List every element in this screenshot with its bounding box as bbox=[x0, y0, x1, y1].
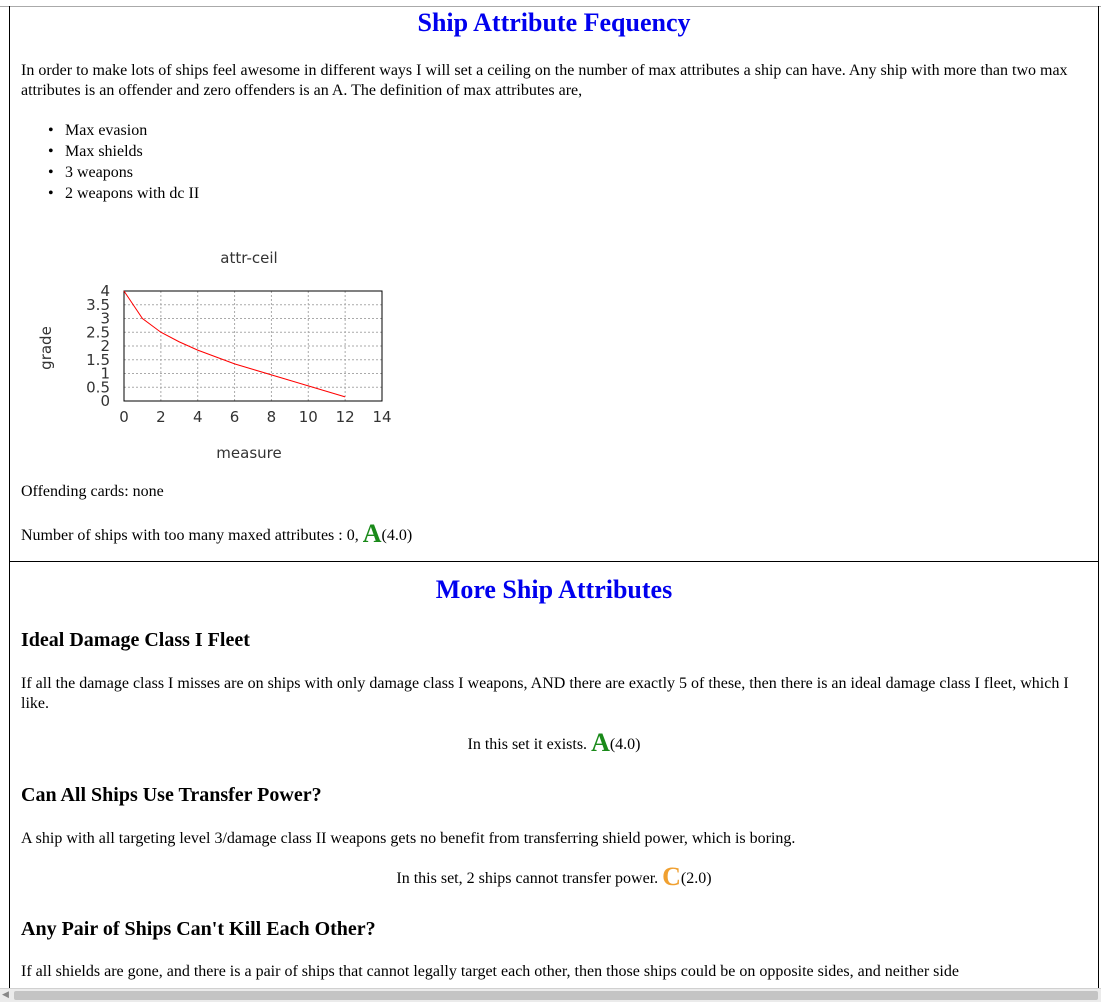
transfer-power-paragraph: A ship with all targeting level 3/damage class II weapons gets no benefit from transferring shield power, which is boring. bbox=[21, 830, 796, 847]
scrollbar-thumb[interactable] bbox=[14, 991, 1098, 1000]
y-tick-label: 0 bbox=[100, 392, 110, 410]
heading-transfer-power: Can All Ships Use Transfer Power? bbox=[21, 784, 322, 806]
list-item: • Max shields bbox=[42, 141, 199, 162]
max-attributes-list bbox=[42, 120, 199, 204]
grade-badge: A bbox=[591, 728, 610, 757]
x-tick-label: 2 bbox=[156, 408, 166, 426]
grade-badge: A bbox=[362, 519, 382, 548]
section-title: Ship Attribute Fequency bbox=[417, 8, 691, 37]
list-item: • Max evasion bbox=[42, 120, 199, 141]
list-item: • 2 weapons with dc II bbox=[42, 183, 199, 204]
heading-pair-of-ships: Any Pair of Ships Can't Kill Each Other? bbox=[21, 918, 376, 940]
attr-ceil-chart bbox=[26, 238, 396, 464]
ship-attribute-frequency-section bbox=[9, 6, 1099, 562]
x-tick-label: 10 bbox=[298, 408, 318, 426]
grade-score: (4.0) bbox=[381, 527, 413, 544]
grade-badge: C bbox=[662, 862, 681, 891]
result-text: In this set, 2 ships cannot transfer power. bbox=[396, 870, 659, 887]
pair-of-ships-paragraph: If all shields are gone, and there is a pair of ships that cannot legally target each other, then those ships could be on opposite sides, and neither side bbox=[21, 963, 959, 980]
y-tick-label: 4 bbox=[100, 282, 110, 300]
grade-score: (2.0) bbox=[680, 870, 712, 887]
y-tick-label: 1 bbox=[100, 364, 110, 383]
x-tick-label: 4 bbox=[192, 408, 203, 426]
transfer-power-result bbox=[21, 862, 1087, 891]
y-tick-label: 2.5 bbox=[86, 323, 110, 342]
grade-score: (4.0) bbox=[609, 736, 641, 753]
heading-ideal-fleet: Ideal Damage Class I Fleet bbox=[21, 629, 250, 651]
y-tick-label: 2 bbox=[100, 337, 110, 355]
x-axis-label: measure bbox=[216, 444, 282, 462]
result-line bbox=[21, 519, 1087, 548]
x-tick-label: 0 bbox=[119, 408, 129, 426]
x-tick-label: 8 bbox=[266, 408, 277, 426]
result-text: In this set it exists. bbox=[467, 736, 588, 753]
chart-title: attr-ceil bbox=[220, 249, 278, 267]
scroll-left-icon[interactable]: ◀ bbox=[2, 990, 9, 1000]
y-tick-label: 1.5 bbox=[86, 350, 110, 369]
offending-cards-text: Offending cards: none bbox=[21, 483, 164, 500]
y-tick-label: 3.5 bbox=[86, 295, 110, 314]
more-ship-attributes-section bbox=[9, 562, 1099, 988]
ideal-fleet-result bbox=[21, 728, 1087, 757]
x-tick-label: 12 bbox=[335, 408, 355, 426]
intro-paragraph: In order to make lots of ships feel awesome in different ways I will set a ceiling on the number of max attributes a ship can have. Any ship with more than two max attributes is an offender and zero offenders is an A. The definition of max attributes are, bbox=[21, 62, 1068, 99]
y-tick-label: 0.5 bbox=[86, 378, 110, 397]
y-tick-label: 3 bbox=[100, 309, 110, 328]
ideal-fleet-paragraph: If all the damage class I misses are on ships with only damage class I weapons, AND there are exactly 5 of these, then there is an ideal damage class I fleet, which I like. bbox=[21, 675, 1069, 712]
result-text: Number of ships with too many maxed attributes : 0, bbox=[21, 527, 359, 544]
x-tick-label: 6 bbox=[229, 408, 240, 426]
section-title: More Ship Attributes bbox=[435, 575, 673, 604]
list-item: • 3 weapons bbox=[42, 162, 199, 183]
y-axis-label: grade bbox=[37, 326, 55, 370]
x-tick-label: 14 bbox=[372, 408, 392, 426]
horizontal-scrollbar[interactable] bbox=[0, 988, 1101, 1002]
